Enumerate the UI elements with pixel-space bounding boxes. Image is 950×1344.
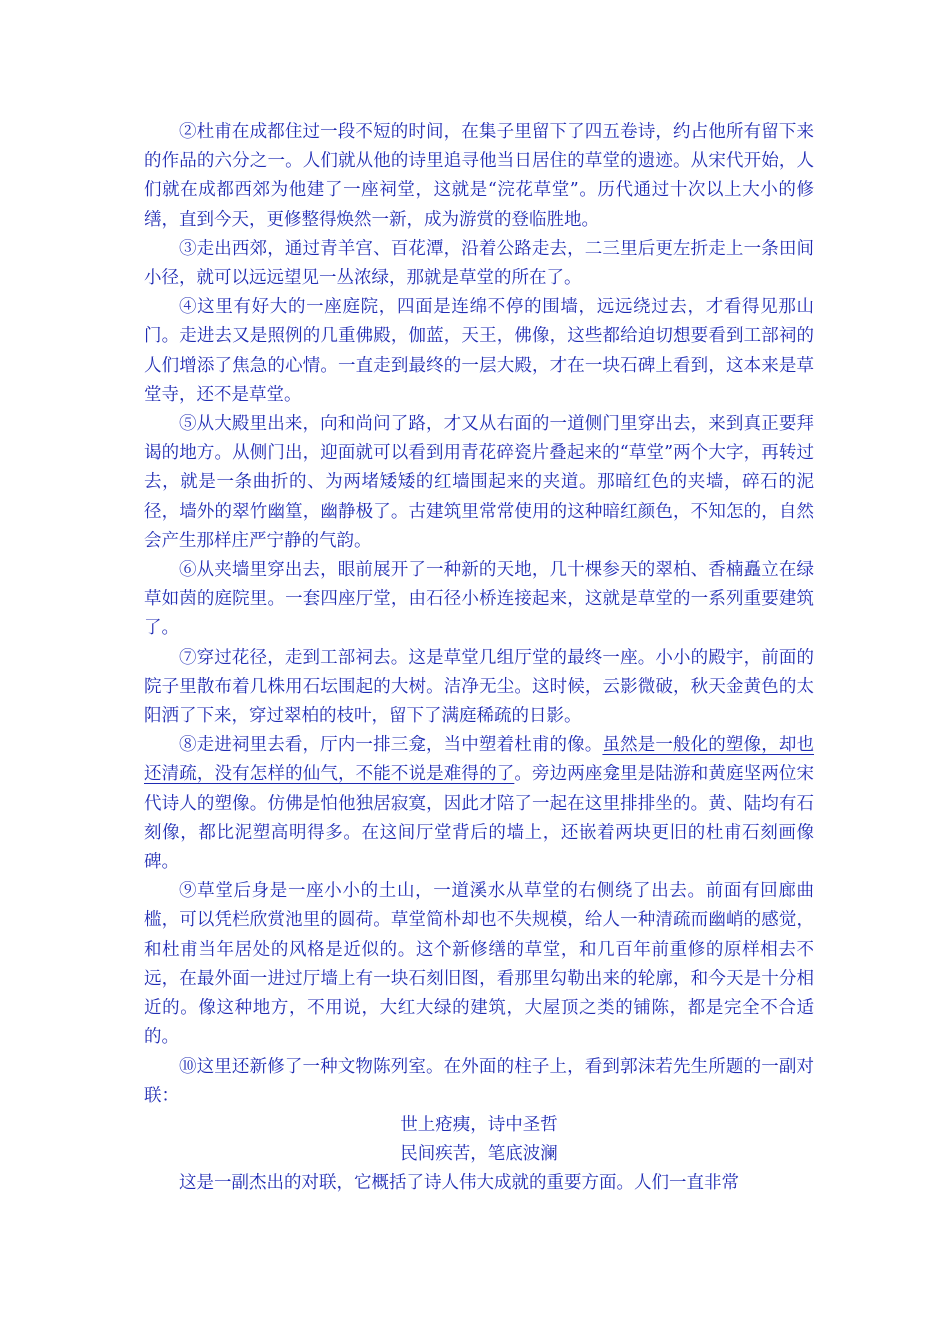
paragraph-2: ②杜甫在成都住过一段不短的时间，在集子里留下了四五卷诗，约占他所有留下来的作品的六分之一。人们就从他的诗里追寻他当日居住的草堂的遗迹。从宋代开始，人们就在成都西郊为他建了一座祠堂，这就是“浣花草堂”。历代通过十次以上大小的修缮，直到今天，更修整得焕然一新，成为游赏的登临胜地。 bbox=[144, 122, 814, 230]
paragraph-10: ⑩这里还新修了一种文物陈列室。在外面的柱子上，看到郭沫若先生所题的一副对联： bbox=[144, 1056, 814, 1106]
paragraph-3: ③走出西郊，通过青羊宫、百花潭，沿着公路走去，二三里后更左折走上一条田间小径，就可以远远望见一丛浓绿，那就是草堂的所在了。 bbox=[144, 238, 814, 289]
paragraph-9: ⑨草堂后身是一座小小的土山，一道溪水从草堂的右侧绕了出去。前面有回廊曲槛，可以凭栏欣赏池里的圆荷。草堂简朴却也不失规模，给人一种清疏而幽峭的感觉，和杜甫当年居处的风格是近似的。这个新修缮的草堂，和几百年前重修的原样相去不远，在最外面一进过厅墙上有一块石刻旧图，看那里勾勒出来的轮廓，和今天是十分相近的。像这种地方，不用说，大红大绿的建筑，大屋顶之类的铺陈，都是完全不合适的。 bbox=[144, 881, 814, 1048]
paragraph-8-after: 。旁边两座龛里是陆游和黄庭坚两位宋代诗人的塑像。仿佛是怕他独居寂寞，因此才陪了一起在这里排排坐的。黄、陆均有石刻像，都比泥塑高明得多。在这间厅堂背后的墙上，还嵌着两块更旧的杜甫石刻画像碑。 bbox=[144, 764, 815, 873]
paragraph-6: ⑥从夹墙里穿出去，眼前展开了一种新的天地，几十棵参天的翠柏、香楠矗立在绿草如茵的庭院里。一套四座厅堂，由石径小桥连接起来，这就是草堂的一系列重要建筑了。 bbox=[144, 560, 814, 639]
paragraph-4: ④这里有好大的一座庭院，四面是连绵不停的围墙，远远绕过去，才看得见那山门。走进去又是照例的几重佛殿，伽蓝，天王，佛像，这些都给迫切想要看到工部祠的人们增添了焦急的心情。一直走到最终的一层大殿，才在一块石碑上看到，这本来是草堂寺，还不是草堂。 bbox=[144, 297, 814, 405]
closing-paragraph: 这是一副杰出的对联，它概括了诗人伟大成就的重要方面。人们一直非常 bbox=[179, 1173, 739, 1194]
underlined-sentence: 虽然是一般化的塑像，却也还清疏，没有怎样的仙气，不能不说是难得的了 bbox=[144, 735, 815, 785]
couplet-line-2: 民间疾苦，笔底波澜 bbox=[400, 1144, 558, 1165]
couplet-line-1: 世上疮痍，诗中圣哲 bbox=[400, 1114, 558, 1135]
paragraph-8 bbox=[144, 731, 814, 877]
couplet bbox=[144, 1111, 814, 1169]
paragraph-5: ⑤从大殿里出来，向和尚问了路，才又从右面的一道侧门里穿出去，来到真正要拜谒的地方。从侧门出，迎面就可以看到用青花碎瓷片叠起来的“草堂”两个大字，再转过去，就是一条曲折的、为两堵矮矮的红墙围起来的夹道。那暗红色的夹墙，碎石的泥径，墙外的翠竹幽篁，幽静极了。古建筑里常常使用的这种暗红颜色，不知怎的，自然会产生那样庄严宁静的气韵。 bbox=[144, 414, 814, 551]
paragraph-8-before: ⑧走进祠里去看，厅内一排三龛，当中塑着杜甫的像。 bbox=[179, 735, 603, 756]
document-page bbox=[144, 118, 814, 1199]
paragraph-7: ⑦穿过花径，走到工部祠去。这是草堂几组厅堂的最终一座。小小的殿宇，前面的院子里散布着几株用石坛围起的大树。洁净无尘。这时候，云影微破，秋天金黄色的太阳洒了下来，穿过翠柏的枝叶，留下了满庭稀疏的日影。 bbox=[144, 647, 814, 727]
